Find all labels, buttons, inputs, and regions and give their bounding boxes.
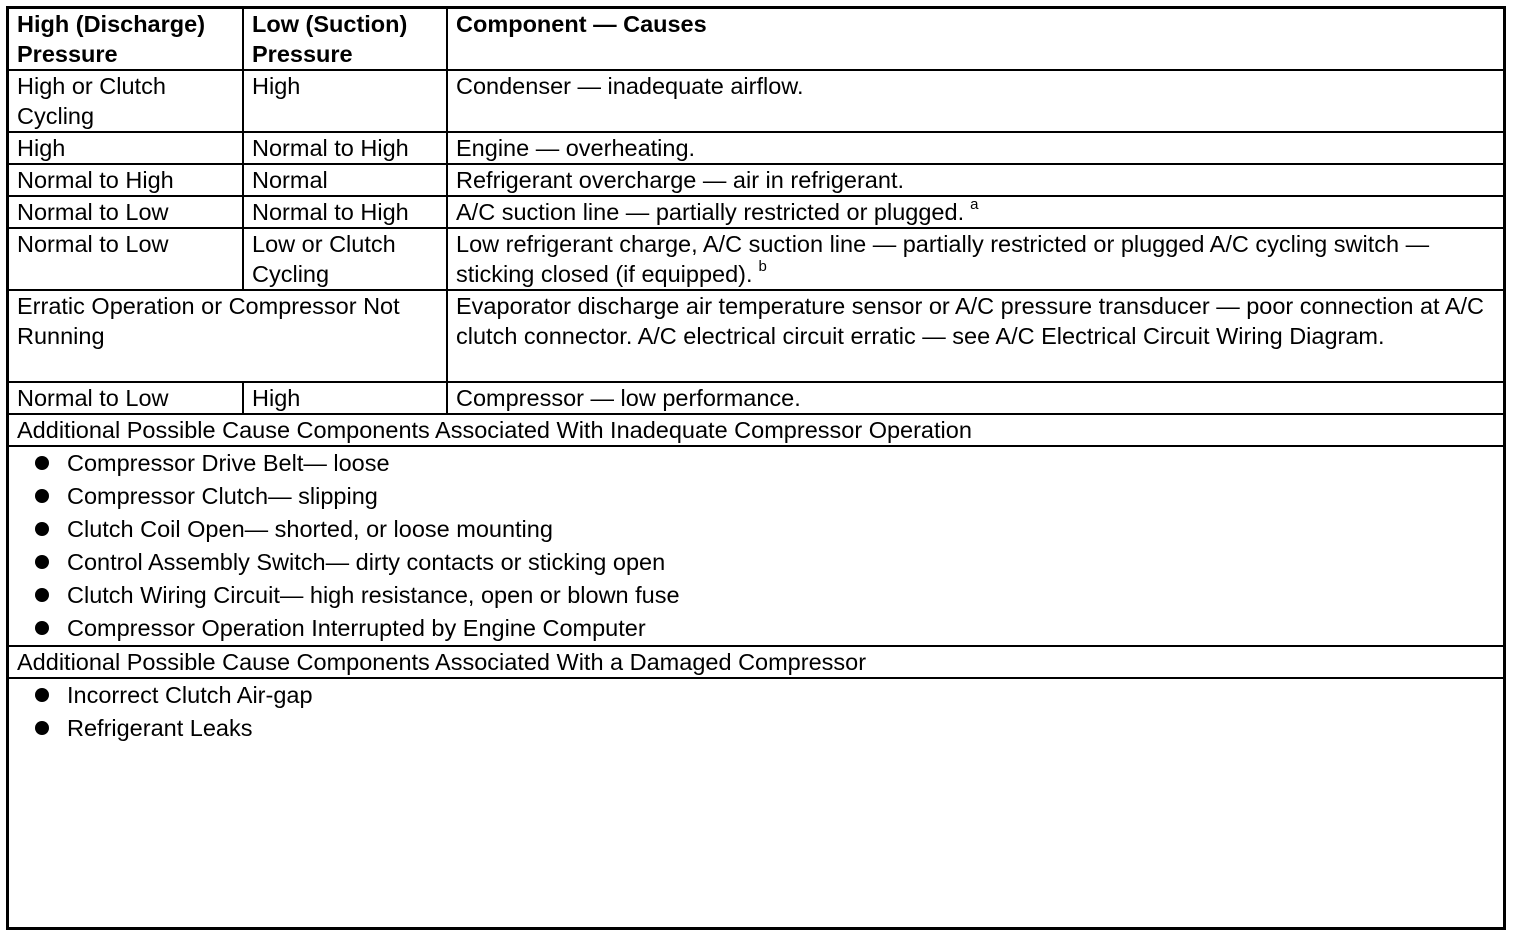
header-low-pressure: Low (Suction) Pressure [243, 9, 447, 70]
table-row [9, 228, 1503, 290]
bullet-icon [35, 555, 49, 569]
table-row [9, 290, 1503, 382]
diagnosis-table [9, 9, 1503, 745]
list-item-text: Clutch Coil Open— shorted, or loose mounting [67, 516, 553, 542]
table-row [9, 70, 1503, 132]
list-item [17, 579, 1495, 612]
bullet-list-inadequate [17, 447, 1495, 645]
bullet-icon [35, 522, 49, 536]
cell-high: High [9, 132, 243, 164]
list-item-text: Refrigerant Leaks [67, 715, 253, 741]
bullet-icon [35, 489, 49, 503]
list-item [17, 480, 1495, 513]
cell-high: Normal to Low [9, 382, 243, 414]
cell-high: Normal to Low [9, 196, 243, 228]
section-list-cell [9, 446, 1503, 646]
header-row [9, 9, 1503, 70]
bullet-icon [35, 588, 49, 602]
cause-text: Engine — overheating. [456, 135, 696, 161]
cell-condition-merged: Erratic Operation or Compressor Not Running [9, 290, 447, 382]
list-item [17, 513, 1495, 546]
section-list-row [9, 678, 1503, 745]
cell-cause: Compressor — low performance. [447, 382, 1503, 414]
section-list-row [9, 446, 1503, 646]
bullet-icon [35, 721, 49, 735]
cell-high: Normal to High [9, 164, 243, 196]
cell-low: High [243, 70, 447, 132]
table-row [9, 196, 1503, 228]
bullet-icon [35, 621, 49, 635]
list-item-text: Compressor Clutch— slipping [67, 483, 378, 509]
cell-low: Low or Clutch Cycling [243, 228, 447, 290]
list-item [17, 546, 1495, 579]
list-item [17, 712, 1495, 745]
cell-low: Normal to High [243, 132, 447, 164]
header-high-pressure: High (Discharge) Pressure [9, 9, 243, 70]
cell-cause [447, 228, 1503, 290]
diagnosis-table-frame [6, 6, 1506, 930]
cause-text: Condenser — inadequate airflow. [456, 73, 804, 99]
table-row [9, 132, 1503, 164]
table-row [9, 382, 1503, 414]
list-item-text: Incorrect Clutch Air-gap [67, 682, 313, 708]
list-item-text: Clutch Wiring Circuit— high resistance, open or blown fuse [67, 582, 680, 608]
cell-cause [447, 132, 1503, 164]
cell-cause [447, 164, 1503, 196]
bullet-icon [35, 456, 49, 470]
cell-high: Normal to Low [9, 228, 243, 290]
cell-high: High or Clutch Cycling [9, 70, 243, 132]
bullet-list-damaged [17, 679, 1495, 745]
section-title-damaged: Additional Possible Cause Components Associated With a Damaged Compressor [9, 646, 1503, 678]
cell-low: High [243, 382, 447, 414]
header-component-causes: Component — Causes [447, 9, 1503, 70]
cell-low: Normal [243, 164, 447, 196]
cell-cause [447, 196, 1503, 228]
section-header-row [9, 414, 1503, 446]
section-title-inadequate: Additional Possible Cause Components Associated With Inadequate Compressor Operation [9, 414, 1503, 446]
list-item [17, 612, 1495, 645]
cause-text: Low refrigerant charge, A/C suction line — partially restricted or plugged A/C cycling switch — sticking closed (if equipped). [456, 231, 1430, 287]
cell-cause [447, 70, 1503, 132]
cause-text: Refrigerant overcharge — air in refrigerant. [456, 167, 905, 193]
footnote-marker: b [758, 258, 767, 276]
section-list-cell [9, 678, 1503, 745]
section-header-row [9, 646, 1503, 678]
list-item [17, 679, 1495, 712]
cause-text: A/C suction line — partially restricted or plugged. [456, 199, 965, 225]
cell-cause: Evaporator discharge air temperature sensor or A/C pressure transducer — poor connection at A/C clutch connector. A/C electrical circuit erratic — see A/C Electrical Circuit Wiring Diagram. [447, 290, 1503, 382]
list-item-text: Compressor Operation Interrupted by Engine Computer [67, 615, 646, 641]
list-item-text: Control Assembly Switch— dirty contacts or sticking open [67, 549, 666, 575]
list-item-text: Compressor Drive Belt— loose [67, 450, 390, 476]
cell-low: Normal to High [243, 196, 447, 228]
bullet-icon [35, 688, 49, 702]
footnote-marker: a [970, 196, 979, 214]
table-row [9, 164, 1503, 196]
list-item [17, 447, 1495, 480]
